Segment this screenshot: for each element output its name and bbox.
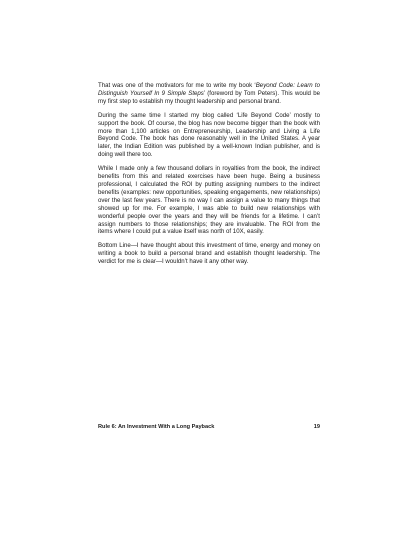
- page-footer: [98, 424, 320, 434]
- book-title: Beyond Code: Learn to Distinguish Yourself In 9 Simple Steps: [98, 82, 320, 97]
- paragraph-4: Bottom Line—I have thought about this investment of time, energy and money on writing a book to build a personal brand and establish thought leadership. The verdict for me is clear—I wouldn’t have it any other way.: [98, 242, 320, 266]
- chapter-title: Rule 6: An Investment With a Long Payback: [98, 424, 215, 430]
- paragraph-1: [98, 82, 320, 106]
- paragraph-3: While I made only a few thousand dollars in royalties from the book, the indirect benefits from this and related exercises have been huge. Being a business professional, I calculated the ROI by putting assigning numbers to the indirect benefits (examples: new opportunities, speaking engagements, new relationships) over the last few years. There is no way I can assign a value to many things that showed up for me. For example, I was able to build new relationships with wonderful people over the years and they will be friends for a lifetime. I can’t assign numbers to those relationships; they are invaluable. The ROI from the items where I could put a value itself was north of 10X, easily.: [98, 165, 320, 236]
- paragraph-1-intro: That was one of the motivators for me to write my book ‘: [98, 82, 256, 89]
- paragraph-2: During the same time I started my blog called ‘Life Beyond Code’ mostly to support the book. Of course, the blog has now become bigger than the book with more than 1,100 articles on Entrepreneurship, Leadership and Living a Life Beyond Code. The book has done reasonably well in the United States. A year later, the Indian Edition was published by a well-known Indian publisher, and is doing well there too.: [98, 111, 320, 159]
- paragraph-1-outro: ’ (foreword by Tom Peters). This would be my first step to establish my thought leadership and personal brand.: [98, 89, 320, 105]
- body-text: [98, 82, 320, 272]
- page-number: 19: [313, 424, 320, 430]
